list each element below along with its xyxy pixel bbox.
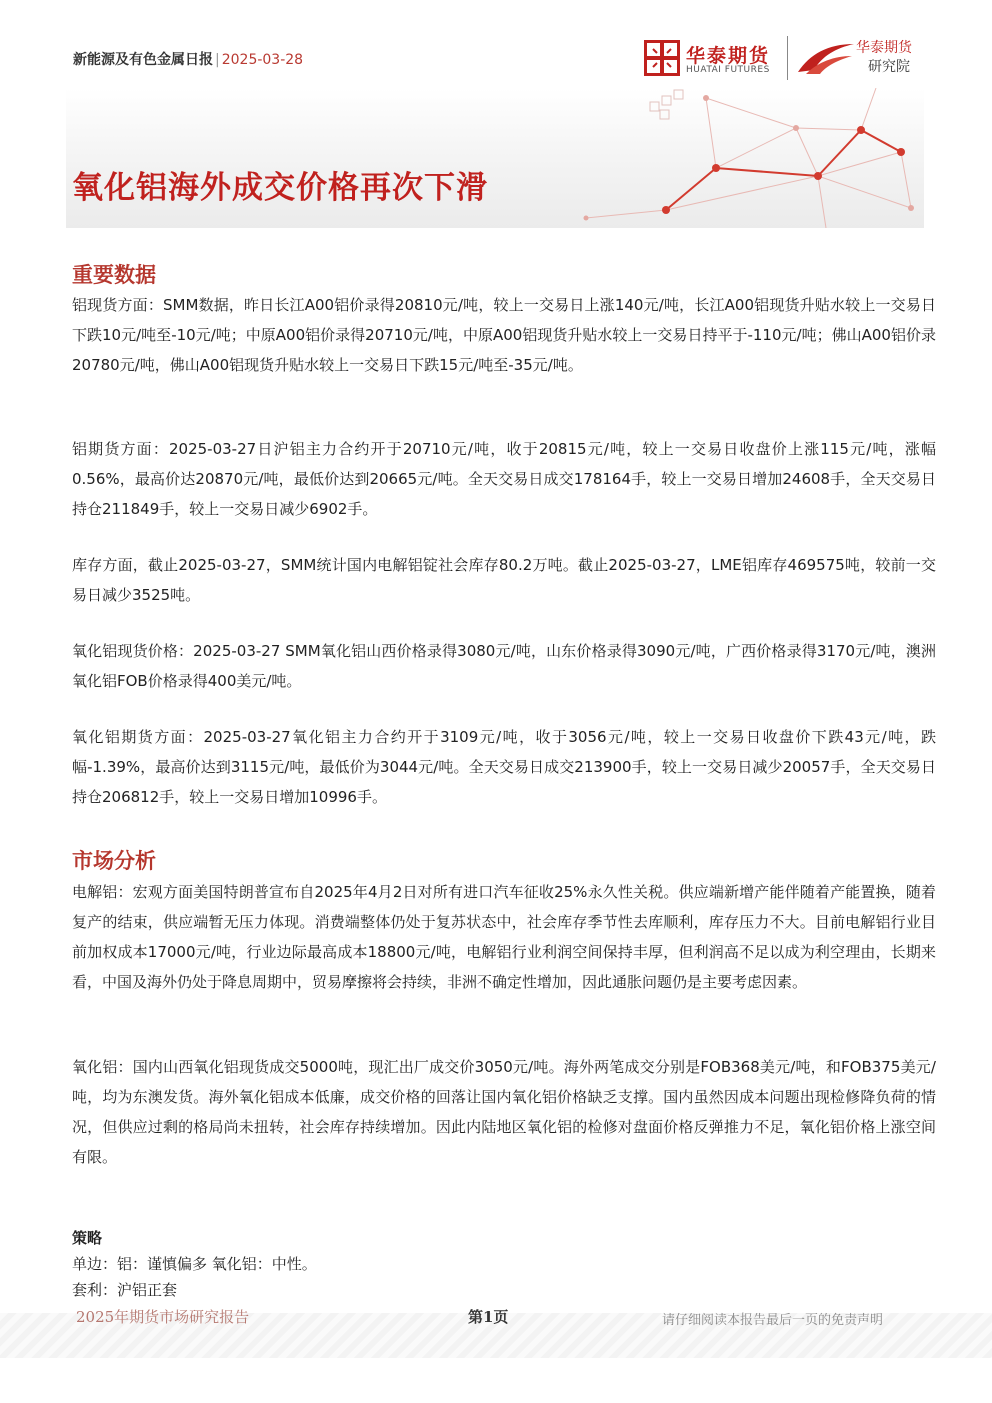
institute-line2: 研究院: [868, 59, 910, 75]
paragraph-alumina-futures: 氧化铝期货方面：2025-03-27氧化铝主力合约开于3109元/吨，收于3056元/吨，较上一交易日收盘价下跌43元/吨，跌幅-1.39%，最高价达到3115元/吨，最低价为3044元/吨。全天交易日成交213900手，较上一交易日减少20057手，全天交易日持仓206812手，较上一交易日增加10996手。: [72, 728, 936, 806]
strategy-line-single: 单边：铝：谨慎偏多 氧化铝：中性。: [72, 1255, 317, 1273]
header-separator: |: [215, 52, 220, 68]
section-heading-market-analysis: 市场分析: [72, 849, 156, 873]
section-heading-key-data: 重要数据: [72, 263, 156, 287]
institute-line1: 华泰期货: [856, 40, 912, 56]
footer-disclaimer-note: 请仔细阅读本报告最后一页的免责声明: [662, 1313, 884, 1328]
footer-report-name: 2025年期货市场研究报告: [76, 1308, 250, 1326]
paragraph-alumina-analysis: 氧化铝：国内山西氧化铝现货成交5000吨，现汇出厂成交价3050元/吨。海外两笔成交分别是FOB368美元/吨，和FOB375美元/吨，均为东澳发货。海外氧化铝成本低廉，成交价格的回落让国内氧化铝价格缺乏支撑。国内虽然因成本问题出现检修降负荷的情况，但供应过剩的格局尚未扭转，社会库存持续增加。因此内陆地区氧化铝的检修对盘面价格反弹推力不足，氧化铝价格上涨空间有限。: [72, 1058, 936, 1166]
huatai-futures-logo: [644, 38, 784, 80]
title-banner: [66, 88, 924, 228]
report-name: 新能源及有色金属日报: [73, 52, 213, 68]
huatai-logo-icon: [644, 40, 680, 76]
report-header: [73, 49, 303, 69]
strategy-line-arbitrage: 套利：沪铝正套: [72, 1281, 178, 1299]
logo-en-text: HUATAI FUTURES: [686, 65, 770, 75]
page-title: 氧化铝海外成交价格再次下滑: [72, 170, 488, 206]
logo-divider: [787, 36, 788, 80]
institute-logo: [796, 36, 926, 80]
logo-cn-text: 华泰期货: [686, 45, 771, 67]
institute-swoosh-icon: [796, 40, 856, 76]
paragraph-aluminum-spot: 铝现货方面：SMM数据，昨日长江A00铝价录得20810元/吨，较上一交易日上涨140元/吨，长江A00铝现货升贴水较上一交易日下跌10元/吨至-10元/吨；中原A00铝价录得20710元/吨，中原A00铝现货升贴水较上一交易日持平于-110元/吨；佛山A00铝价录20780元/吨，佛山A00铝现货升贴水较上一交易日下跌15元/吨至-35元/吨。: [72, 296, 936, 374]
strategy-heading: 策略: [72, 1229, 103, 1247]
paragraph-aluminum-futures: 铝期货方面：2025-03-27日沪铝主力合约开于20710元/吨，收于20815元/吨，较上一交易日收盘价上涨115元/吨，涨幅0.56%，最高价达20870元/吨，最低价达到20665元/吨。全天交易日成交178164手，较上一交易日增加24608手，全天交易日持仓211849手，较上一交易日减少6902手。: [72, 440, 936, 518]
paragraph-alumina-spot: 氧化铝现货价格：2025-03-27 SMM氧化铝山西价格录得3080元/吨，山东价格录得3090元/吨，广西价格录得3170元/吨，澳洲氧化铝FOB价格录得400美元/吨。: [72, 642, 936, 690]
footer-page-number: 第1页: [468, 1308, 509, 1326]
network-graphic: [66, 88, 924, 228]
paragraph-inventory: 库存方面，截止2025-03-27，SMM统计国内电解铝锭社会库存80.2万吨。截止2025-03-27，LME铝库存469575吨，较前一交易日减少3525吨。: [72, 556, 936, 604]
paragraph-electrolytic-aluminum: 电解铝：宏观方面美国特朗普宣布自2025年4月2日对所有进口汽车征收25%永久性关税。供应端新增产能伴随着产能置换，随着复产的结束，供应端暂无压力体现。消费端整体仍处于复苏状态中，社会库存季节性去库顺利，库存压力不大。目前电解铝行业目前加权成本17000元/吨，行业边际最高成本18800元/吨，电解铝行业利润空间保持丰厚，但利润高不足以成为利空理由，长期来看，中国及海外仍处于降息周期中，贸易摩擦将会持续，非洲不确定性增加，因此通胀问题仍是主要考虑因素。: [72, 883, 936, 991]
report-date: 2025-03-28: [221, 52, 304, 68]
